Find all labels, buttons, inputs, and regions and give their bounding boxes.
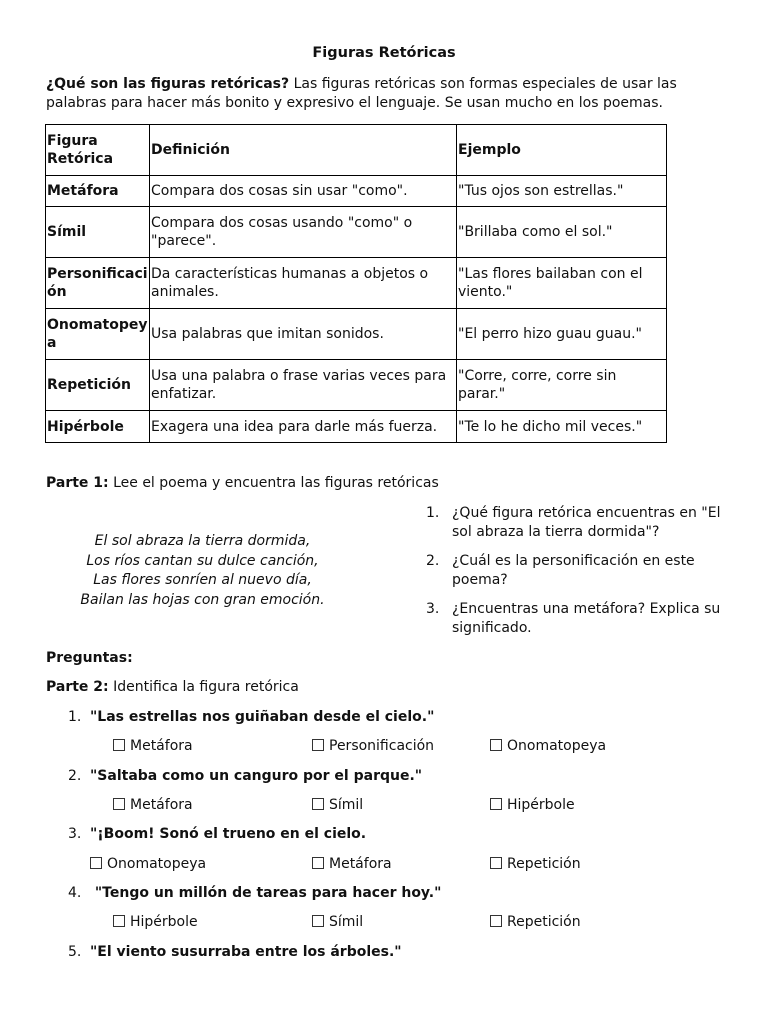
intro-paragraph	[46, 75, 726, 113]
option-label: Símil	[329, 914, 364, 930]
option-label: Repetición	[507, 914, 581, 930]
figures-table	[45, 124, 667, 443]
parte1-heading	[46, 475, 439, 491]
option-checkbox[interactable]	[312, 797, 363, 813]
item-sentence: "Tengo un millón de tareas para hacer hoy."	[90, 885, 442, 901]
option-checkbox[interactable]	[113, 797, 193, 813]
exercise-item	[68, 826, 366, 842]
definition-cell: Usa una palabra o frase varias veces para enfatizar.	[150, 360, 457, 411]
item-number: 3.	[68, 826, 82, 842]
item-number: 5.	[68, 944, 82, 960]
question-text: ¿Cuál es la personificación en este poema?	[452, 553, 695, 588]
option-checkbox[interactable]	[312, 856, 392, 872]
page-title: Figuras Retóricas	[312, 45, 456, 61]
checkbox-icon[interactable]	[113, 798, 125, 810]
option-checkbox[interactable]	[490, 797, 575, 813]
term-cell: Símil	[46, 207, 150, 258]
checkbox-icon[interactable]	[312, 857, 324, 869]
term-cell	[46, 258, 150, 309]
definition-cell: Da características humanas a objetos o animales.	[150, 258, 457, 309]
option-label: Onomatopeya	[107, 856, 207, 872]
table-row	[46, 309, 667, 360]
term-cell: Metáfora	[46, 176, 150, 207]
table-row	[46, 360, 667, 411]
option-checkbox[interactable]	[90, 856, 206, 872]
exercise-item	[68, 944, 402, 960]
item-sentence: "¡Boom! Sonó el trueno en el cielo.	[90, 826, 367, 842]
item-number: 4.	[68, 885, 82, 901]
checkbox-icon[interactable]	[490, 798, 502, 810]
parte1-text: Lee el poema y encuentra las figuras retóricas	[108, 475, 439, 491]
question-text: ¿Qué figura retórica encuentras en "El sol abraza la tierra dormida"?	[452, 505, 721, 540]
option-label: Onomatopeya	[507, 738, 607, 754]
item-number: 1.	[68, 709, 82, 725]
checkbox-icon[interactable]	[90, 857, 102, 869]
poem-line: El sol abraza la tierra dormida,	[94, 533, 311, 549]
option-label: Hipérbole	[507, 797, 575, 813]
option-checkbox[interactable]	[490, 856, 581, 872]
question-number: 2.	[426, 553, 440, 569]
table-row	[46, 411, 667, 443]
term-text: Personificación	[47, 266, 148, 300]
parte2-text: Identifica la figura retórica	[108, 679, 299, 695]
option-checkbox[interactable]	[312, 914, 363, 930]
list-item	[426, 504, 726, 542]
option-label: Metáfora	[130, 797, 193, 813]
definition-cell: Exagera una idea para darle más fuerza.	[150, 411, 457, 443]
option-checkbox[interactable]	[490, 738, 606, 754]
example-cell: "Te lo he dicho mil veces."	[457, 411, 667, 443]
poem-line: Las flores sonríen al nuevo día,	[93, 572, 312, 588]
exercise-item	[68, 709, 434, 725]
option-label: Metáfora	[329, 856, 392, 872]
poem	[60, 532, 345, 610]
parte2-label: Parte 2:	[46, 679, 109, 695]
parte2-heading	[46, 679, 299, 695]
definition-cell: Compara dos cosas sin usar "como".	[150, 176, 457, 207]
exercise-item	[68, 885, 441, 901]
item-sentence: "Las estrellas nos guiñaban desde el cielo."	[90, 709, 435, 725]
header-figura: Figura Retórica	[46, 125, 150, 176]
option-label: Símil	[329, 797, 364, 813]
checkbox-icon[interactable]	[113, 915, 125, 927]
option-checkbox[interactable]	[113, 914, 198, 930]
header-definicion: Definición	[150, 125, 457, 176]
example-cell: "Tus ojos son estrellas."	[457, 176, 667, 207]
option-label: Hipérbole	[130, 914, 198, 930]
example-cell: "Corre, corre, corre sin parar."	[457, 360, 667, 411]
list-item	[426, 600, 726, 638]
table-row	[46, 207, 667, 258]
example-cell: "El perro hizo guau guau."	[457, 309, 667, 360]
preguntas-heading: Preguntas:	[46, 650, 133, 666]
intro-text: Las figuras retóricas son formas especiales de usar las palabras para hacer más bonito y expresivo el lenguaje. Se usan mucho en los poemas.	[46, 76, 677, 111]
poem-line: Los ríos cantan su dulce canción,	[86, 552, 319, 569]
item-sentence: "Saltaba como un canguro por el parque."	[90, 768, 423, 784]
option-label: Metáfora	[130, 738, 193, 754]
table-row	[46, 258, 667, 309]
checkbox-icon[interactable]	[312, 915, 324, 927]
example-cell: "Las flores bailaban con el viento."	[457, 258, 667, 309]
option-label: Personificación	[329, 738, 435, 754]
term-text: Onomatopeya	[47, 317, 148, 351]
definition-cell: Compara dos cosas usando "como" o "parece".	[150, 207, 457, 258]
option-checkbox[interactable]	[490, 914, 581, 930]
option-label: Repetición	[507, 856, 581, 872]
checkbox-icon[interactable]	[113, 739, 125, 751]
question-number: 1.	[426, 505, 440, 521]
item-number: 2.	[68, 768, 82, 784]
checkbox-icon[interactable]	[490, 857, 502, 869]
header-ejemplo: Ejemplo	[457, 125, 667, 176]
example-cell: "Brillaba como el sol."	[457, 207, 667, 258]
table-header-row	[46, 125, 667, 176]
term-cell	[46, 309, 150, 360]
checkbox-icon[interactable]	[312, 739, 324, 751]
definition-cell: Usa palabras que imitan sonidos.	[150, 309, 457, 360]
question-text: ¿Encuentras una metáfora? Explica su significado.	[452, 601, 721, 636]
option-checkbox[interactable]	[113, 738, 193, 754]
exercise-item	[68, 768, 422, 784]
poem-line: Bailan las hojas con gran emoción.	[80, 591, 325, 608]
checkbox-icon[interactable]	[312, 798, 324, 810]
intro-question: ¿Qué son las figuras retóricas?	[46, 76, 290, 92]
parte1-label: Parte 1:	[46, 475, 109, 491]
list-item	[426, 552, 726, 590]
table-row	[46, 176, 667, 207]
checkbox-icon[interactable]	[490, 915, 502, 927]
checkbox-icon[interactable]	[490, 739, 502, 751]
question-number: 3.	[426, 601, 440, 617]
option-checkbox[interactable]	[312, 738, 434, 754]
term-cell: Hipérbole	[46, 411, 150, 443]
parte1-questions	[426, 504, 726, 648]
item-sentence: "El viento susurraba entre los árboles."	[90, 944, 402, 960]
term-cell: Repetición	[46, 360, 150, 411]
